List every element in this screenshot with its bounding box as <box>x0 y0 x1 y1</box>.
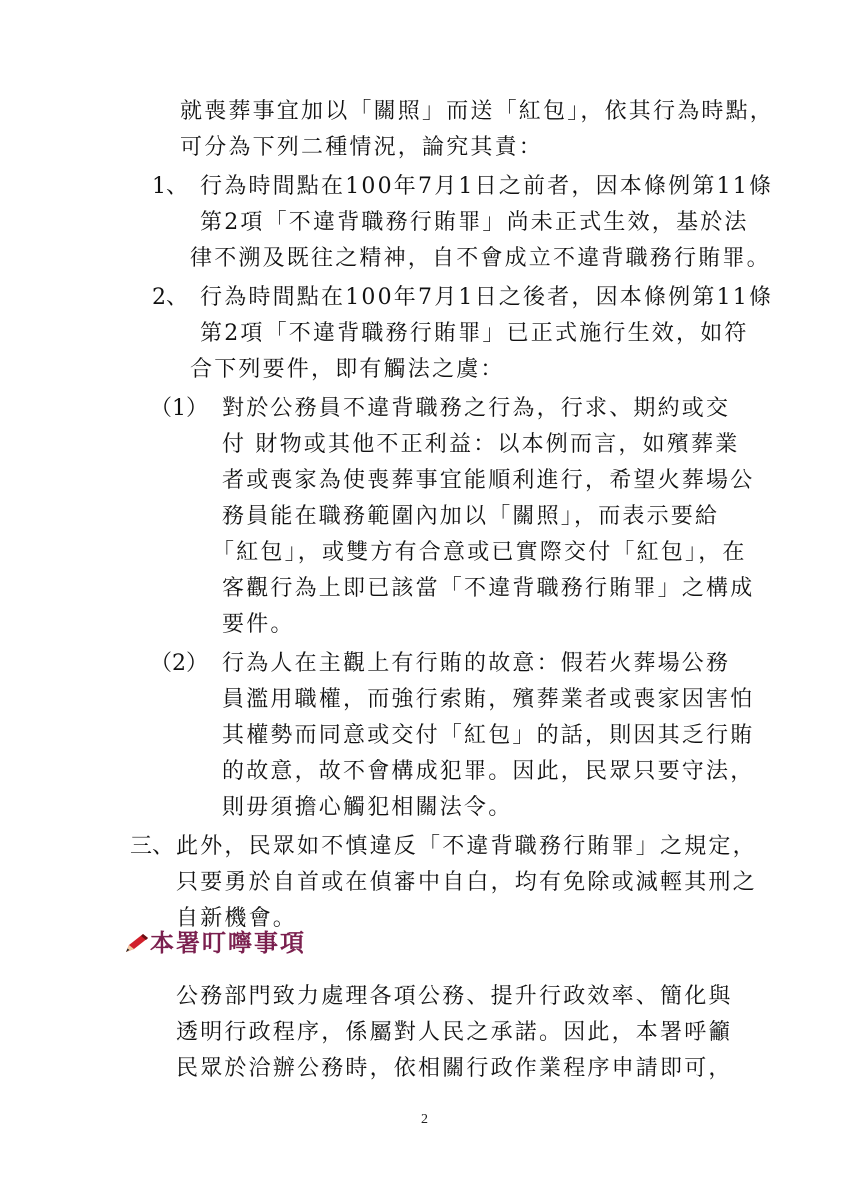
item1-line-3: 律不溯及既往之精神，自不會成立不違背職務行賄罪。 <box>190 246 771 271</box>
item2-line-3: 合下列要件，即有觸法之虞： <box>190 357 505 382</box>
sub1-line-4: 務員能在職務範圍內加以「關照」，而表示要給 <box>222 504 720 529</box>
sub2-line-4: 的故意，故不會構成犯罪。因此，民眾只要守法， <box>222 759 755 784</box>
intro-line-2: 可分為下列二種情況，論究其責： <box>180 135 544 160</box>
intro-line-1: 就喪葬事宜加以「關照」而送「紅包」，依其行為時點， <box>180 99 775 124</box>
sub1-line-3: 者或喪家為使喪葬事宜能順利進行，希望火葬場公 <box>222 468 755 493</box>
sub2-line-2: 員濫用職權，而強行索賄，殯葬業者或喪家因害怕 <box>222 687 755 712</box>
sub1-line-1: 對於公務員不違背職務之行為，行求、期約或交 <box>222 396 731 421</box>
reminder-line-1: 公務部門致力處理各項公務、提升行政效率、簡化與 <box>176 984 733 1009</box>
sub1-line-7: 要件。 <box>222 612 295 637</box>
sub2-marker: （2） <box>150 651 208 676</box>
reminder-line-3: 民眾於洽辦公務時，依相關行政作業程序申請即可， <box>176 1056 733 1081</box>
sub1-marker: （1） <box>150 396 208 421</box>
item2-marker: 2、 <box>152 285 188 310</box>
sub1-line-6: 客觀行為上即已該當「不違背職務行賄罪」之構成 <box>222 576 755 601</box>
sub2-line-1: 行為人在主觀上有行賄的故意：假若火葬場公務 <box>222 651 731 676</box>
sub1-line-2: 付 財物或其他不正利益：以本例而言，如殯葬業 <box>222 432 740 457</box>
item2-line-1: 行為時間點在100年7月1日之後者，因本條例第11條 <box>200 285 774 310</box>
reminder-line-2: 透明行政程序，係屬對人民之承諾。因此，本署呼籲 <box>176 1020 733 1045</box>
section3-line-1: 此外，民眾如不慎違反「不違背職務行賄罪」之規定， <box>176 834 757 859</box>
item1-line-2: 第2項「不違背職務行賄罪」尚未正式生效，基於法 <box>200 210 749 235</box>
section3-marker: 三、 <box>130 834 175 859</box>
sub1-line-5: 「紅包」，或雙方有合意或已實際交付「紅包」，在 <box>212 540 747 565</box>
pencil-icon <box>124 932 150 954</box>
sub2-line-3: 其權勢而同意或交付「紅包」的話，則因其乏行賄 <box>222 723 755 748</box>
section3-line-3: 自新機會。 <box>176 906 298 931</box>
page-number: 2 <box>421 1112 428 1127</box>
reminder-heading: 本署叮嚀事項 <box>150 928 306 957</box>
item1-line-1: 行為時間點在100年7月1日之前者，因本條例第11條 <box>200 174 774 199</box>
section3-line-2: 只要勇於自首或在偵審中自白，均有免除或減輕其刑之 <box>176 870 757 895</box>
sub2-line-5: 則毋須擔心觸犯相關法令。 <box>222 795 513 820</box>
item2-line-2: 第2項「不違背職務行賄罪」已正式施行生效，如符 <box>200 321 749 346</box>
item1-marker: 1、 <box>152 174 188 199</box>
